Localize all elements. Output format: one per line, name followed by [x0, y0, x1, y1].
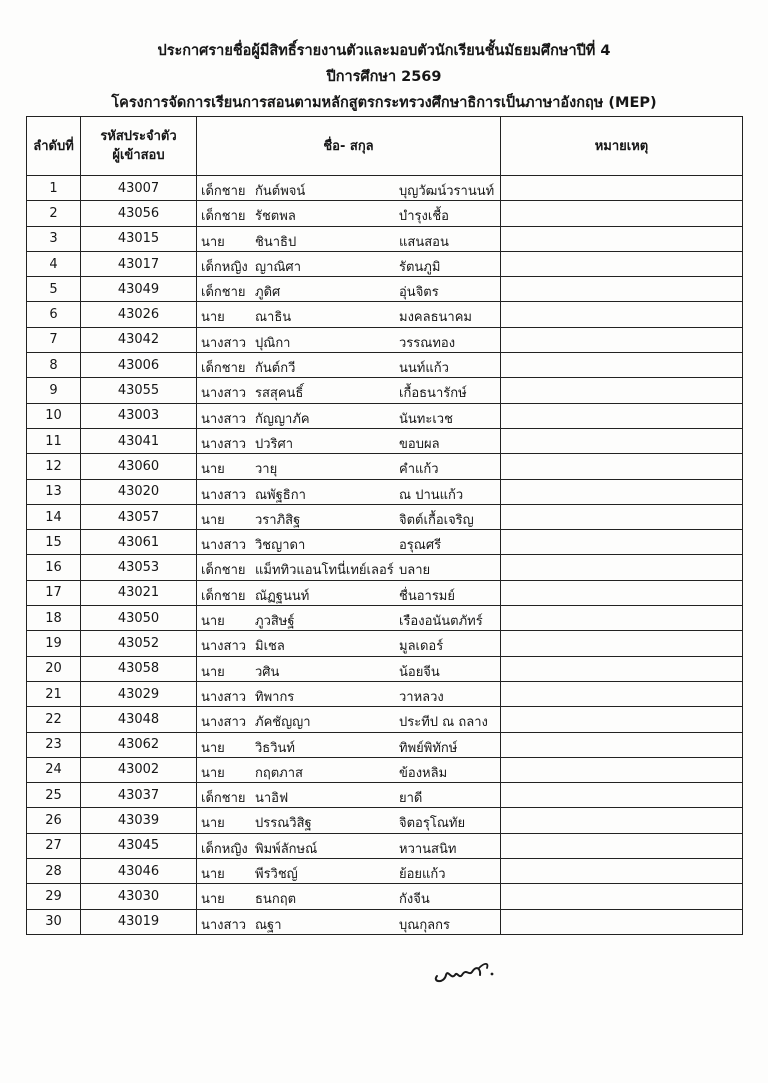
- applicant-code: 43055: [81, 378, 197, 403]
- remark-cell: [501, 555, 743, 580]
- last-name: บลาย: [399, 563, 431, 579]
- name-prefix: นาย: [201, 867, 225, 883]
- first-name: พีรวิชญ์: [255, 867, 298, 883]
- remark-cell: [501, 428, 743, 453]
- row-number: 16: [27, 555, 81, 580]
- last-name: บุณกุลกร: [399, 917, 451, 933]
- row-number: 14: [27, 504, 81, 529]
- table-row: [27, 201, 743, 226]
- table-row: [27, 859, 743, 884]
- last-name: หวานสนิท: [399, 841, 457, 857]
- student-name-cell: [197, 454, 501, 479]
- name-prefix: เด็กชาย: [201, 361, 246, 377]
- name-prefix: นาย: [201, 664, 225, 680]
- last-name: เกื้อธนารักษ์: [399, 386, 467, 402]
- table-row: [27, 808, 743, 833]
- last-name: นันทะเวช: [399, 411, 453, 427]
- col-header-no: ลำดับที่: [27, 117, 81, 176]
- row-number: 21: [27, 681, 81, 706]
- last-name: จิตต์เกื้อเจริญ: [399, 512, 474, 528]
- col-header-remark: หมายเหตุ: [501, 117, 743, 176]
- last-name: ขอบผล: [399, 436, 440, 452]
- student-name-cell: [197, 909, 501, 934]
- last-name: นนท์แก้ว: [399, 361, 449, 377]
- applicant-code: 43020: [81, 479, 197, 504]
- last-name: ทิพย์พิทักษ์: [399, 740, 458, 756]
- last-name: ประทีป ณ ถลาง: [399, 715, 488, 731]
- applicant-code: 43039: [81, 808, 197, 833]
- first-name: พิมพ์ลักษณ์: [255, 841, 318, 857]
- table-row: [27, 479, 743, 504]
- row-number: 7: [27, 327, 81, 352]
- student-name-cell: [197, 302, 501, 327]
- name-prefix: นางสาว: [201, 386, 247, 402]
- last-name: ข้องหลิม: [399, 765, 448, 781]
- first-name: ธนกฤต: [255, 892, 297, 908]
- name-prefix: นางสาว: [201, 715, 247, 731]
- student-name-cell: [197, 403, 501, 428]
- student-name-cell: [197, 353, 501, 378]
- student-name-cell: [197, 251, 501, 276]
- table-row: [27, 757, 743, 782]
- applicant-code: 43045: [81, 833, 197, 858]
- row-number: 24: [27, 757, 81, 782]
- table-header-row: [27, 117, 743, 176]
- name-prefix: นางสาว: [201, 487, 247, 503]
- applicant-code: 43060: [81, 454, 197, 479]
- applicant-code: 43030: [81, 884, 197, 909]
- table-row: [27, 884, 743, 909]
- student-name-cell: [197, 808, 501, 833]
- student-name-cell: [197, 833, 501, 858]
- last-name: รัตนภูมิ: [399, 259, 441, 275]
- applicant-code: 43017: [81, 251, 197, 276]
- remark-cell: [501, 656, 743, 681]
- row-number: 23: [27, 732, 81, 757]
- applicant-code: 43048: [81, 707, 197, 732]
- first-name: กันต์กวี: [255, 361, 296, 377]
- last-name: มงคลธนาคม: [399, 310, 472, 326]
- last-name: กังจีน: [399, 892, 430, 908]
- student-name-cell: [197, 783, 501, 808]
- first-name: นาอิฟ: [255, 791, 289, 807]
- first-name: วศิน: [255, 664, 280, 680]
- first-name: วิธวินท์: [255, 740, 295, 756]
- applicant-code: 43029: [81, 681, 197, 706]
- row-number: 8: [27, 353, 81, 378]
- student-name-cell: [197, 732, 501, 757]
- student-name-cell: [197, 479, 501, 504]
- student-list-table: [26, 116, 743, 935]
- last-name: น้อยจีน: [399, 664, 440, 680]
- student-name-cell: [197, 681, 501, 706]
- first-name: ภูวสิษฐ์: [255, 614, 295, 630]
- applicant-code: 43053: [81, 555, 197, 580]
- name-prefix: นาย: [201, 512, 225, 528]
- applicant-code: 43050: [81, 606, 197, 631]
- first-name: ปวริศา: [255, 436, 294, 452]
- name-prefix: นางสาว: [201, 538, 247, 554]
- row-number: 29: [27, 884, 81, 909]
- last-name: บำรุงเชื้อ: [399, 209, 449, 225]
- remark-cell: [501, 251, 743, 276]
- row-number: 4: [27, 251, 81, 276]
- student-name-cell: [197, 580, 501, 605]
- last-name: คำแก้ว: [399, 462, 439, 478]
- table-row: [27, 378, 743, 403]
- remark-cell: [501, 454, 743, 479]
- first-name: วราภิสิฐ: [255, 512, 301, 528]
- name-prefix: นาย: [201, 740, 225, 756]
- col-header-code-line1: รหัสประจำตัว: [100, 129, 177, 144]
- row-number: 17: [27, 580, 81, 605]
- remark-cell: [501, 277, 743, 302]
- remark-cell: [501, 353, 743, 378]
- student-name-cell: [197, 277, 501, 302]
- applicant-code: 43041: [81, 428, 197, 453]
- student-name-cell: [197, 631, 501, 656]
- applicant-code: 43037: [81, 783, 197, 808]
- remark-cell: [501, 302, 743, 327]
- first-name: ญาณิศา: [255, 259, 301, 275]
- first-name: ทิพากร: [255, 689, 295, 705]
- name-prefix: นาย: [201, 614, 225, 630]
- col-header-code: [81, 117, 197, 176]
- last-name: ณ ปานแก้ว: [399, 487, 464, 503]
- student-name-cell: [197, 757, 501, 782]
- student-name-cell: [197, 378, 501, 403]
- table-row: [27, 656, 743, 681]
- remark-cell: [501, 580, 743, 605]
- name-prefix: เด็กชาย: [201, 184, 246, 199]
- first-name: กัญญาภัค: [255, 411, 310, 427]
- last-name: ย้อยแก้ว: [399, 867, 446, 883]
- remark-cell: [501, 606, 743, 631]
- applicant-code: 43002: [81, 757, 197, 782]
- table-row: [27, 353, 743, 378]
- name-prefix: นาย: [201, 892, 225, 908]
- name-prefix: นาย: [201, 462, 225, 478]
- student-name-cell: [197, 327, 501, 352]
- table-row: [27, 277, 743, 302]
- row-number: 11: [27, 428, 81, 453]
- applicant-code: 43015: [81, 226, 197, 251]
- remark-cell: [501, 859, 743, 884]
- first-name: ภัคชัญญา: [255, 715, 311, 731]
- first-name: ณฐา: [255, 917, 282, 933]
- row-number: 3: [27, 226, 81, 251]
- student-name-cell: [197, 201, 501, 226]
- name-prefix: นางสาว: [201, 436, 247, 452]
- table-row: [27, 681, 743, 706]
- col-header-code-line2: ผู้เข้าสอบ: [112, 148, 165, 163]
- applicant-code: 43049: [81, 277, 197, 302]
- student-name-cell: [197, 530, 501, 555]
- last-name: วาหลวง: [399, 689, 444, 705]
- row-number: 22: [27, 707, 81, 732]
- student-name-cell: [197, 176, 501, 201]
- first-name: ณาธิน: [255, 310, 292, 326]
- first-name: รสสุคนธิ์: [255, 386, 304, 402]
- applicant-code: 43003: [81, 403, 197, 428]
- last-name: เรืองอนันตภัทร์: [399, 614, 483, 630]
- applicant-code: 43007: [81, 176, 197, 201]
- table-row: [27, 783, 743, 808]
- table-row: [27, 302, 743, 327]
- last-name: วรรณทอง: [399, 335, 456, 351]
- last-name: ชื่นอารมย์: [399, 588, 455, 604]
- row-number: 20: [27, 656, 81, 681]
- remark-cell: [501, 808, 743, 833]
- first-name: กฤตภาส: [255, 765, 303, 781]
- remark-cell: [501, 479, 743, 504]
- first-name: ณพัฐธิกา: [255, 487, 306, 503]
- first-name: ภูดิศ: [255, 285, 281, 301]
- table-row: [27, 631, 743, 656]
- applicant-code: 43061: [81, 530, 197, 555]
- row-number: 28: [27, 859, 81, 884]
- remark-cell: [501, 403, 743, 428]
- table-row: [27, 606, 743, 631]
- remark-cell: [501, 681, 743, 706]
- applicant-code: 43019: [81, 909, 197, 934]
- name-prefix: นาย: [201, 310, 225, 326]
- name-prefix: เด็กชาย: [201, 588, 246, 604]
- name-prefix: นาย: [201, 765, 225, 781]
- table-row: [27, 707, 743, 732]
- table-row: [27, 176, 743, 201]
- last-name: มูลเดอร์: [399, 639, 444, 655]
- row-number: 19: [27, 631, 81, 656]
- remark-cell: [501, 201, 743, 226]
- first-name: รัชตพล: [255, 209, 296, 225]
- applicant-code: 43046: [81, 859, 197, 884]
- row-number: 27: [27, 833, 81, 858]
- table-row: [27, 428, 743, 453]
- student-name-cell: [197, 707, 501, 732]
- remark-cell: [501, 226, 743, 251]
- row-number: 15: [27, 530, 81, 555]
- table-row: [27, 251, 743, 276]
- remark-cell: [501, 378, 743, 403]
- student-name-cell: [197, 606, 501, 631]
- name-prefix: เด็กชาย: [201, 209, 246, 225]
- table-row: [27, 403, 743, 428]
- student-name-cell: [197, 428, 501, 453]
- row-number: 18: [27, 606, 81, 631]
- last-name: ยาดี: [399, 791, 423, 807]
- applicant-code: 43026: [81, 302, 197, 327]
- last-name: อุ่นจิตร: [399, 285, 439, 301]
- applicant-code: 43021: [81, 580, 197, 605]
- row-number: 25: [27, 783, 81, 808]
- last-name: จิตอรุโณทัย: [399, 816, 466, 832]
- first-name: ปรรณวิสิฐ: [255, 816, 312, 832]
- row-number: 30: [27, 909, 81, 934]
- remark-cell: [501, 732, 743, 757]
- applicant-code: 43042: [81, 327, 197, 352]
- table-row: [27, 909, 743, 934]
- name-prefix: นางสาว: [201, 917, 247, 933]
- first-name: วายุ: [255, 462, 278, 478]
- student-name-cell: [197, 226, 501, 251]
- row-number: 5: [27, 277, 81, 302]
- remark-cell: [501, 530, 743, 555]
- academic-year: ปีการศึกษา 2569: [326, 69, 442, 85]
- applicant-code: 43006: [81, 353, 197, 378]
- remark-cell: [501, 909, 743, 934]
- row-number: 1: [27, 176, 81, 201]
- first-name: มิเชล: [255, 639, 285, 655]
- name-prefix: นางสาว: [201, 335, 247, 351]
- announcement-title: ประกาศรายชื่อผู้มีสิทธิ์รายงานตัวและมอบตัวนักเรียนชั้นมัธยมศึกษาปีที่ 4: [157, 43, 611, 59]
- name-prefix: นางสาว: [201, 639, 247, 655]
- applicant-code: 43052: [81, 631, 197, 656]
- last-name: อรุณศรี: [399, 538, 442, 554]
- name-prefix: นางสาว: [201, 689, 247, 705]
- student-name-cell: [197, 555, 501, 580]
- row-number: 9: [27, 378, 81, 403]
- row-number: 13: [27, 479, 81, 504]
- row-number: 10: [27, 403, 81, 428]
- table-row: [27, 833, 743, 858]
- table-row: [27, 504, 743, 529]
- applicant-code: 43062: [81, 732, 197, 757]
- student-name-cell: [197, 504, 501, 529]
- row-number: 12: [27, 454, 81, 479]
- row-number: 2: [27, 201, 81, 226]
- program-name: โครงการจัดการเรียนการสอนตามหลักสูตรกระทรวงศึกษาธิการเป็นภาษาอังกฤษ (MEP): [111, 95, 657, 111]
- remark-cell: [501, 833, 743, 858]
- name-prefix: นาย: [201, 816, 225, 832]
- remark-cell: [501, 707, 743, 732]
- applicant-code: 43057: [81, 504, 197, 529]
- table-row: [27, 732, 743, 757]
- table-row: [27, 530, 743, 555]
- table-row: [27, 555, 743, 580]
- name-prefix: เด็กหญิง: [201, 841, 248, 857]
- table-row: [27, 226, 743, 251]
- name-prefix: เด็กชาย: [201, 563, 246, 579]
- applicant-code: 43056: [81, 201, 197, 226]
- first-name: แม็ททิวแอนโทนี่เทย์เลอร์: [255, 563, 394, 579]
- name-prefix: เด็กชาย: [201, 285, 246, 301]
- name-prefix: เด็กชาย: [201, 791, 246, 807]
- col-header-name: ชื่อ- สกุล: [197, 117, 501, 176]
- first-name: วิชญาดา: [255, 538, 306, 554]
- last-name: บุญวัฒน์วรานนท์: [399, 184, 495, 199]
- table-row: [27, 454, 743, 479]
- applicant-code: 43058: [81, 656, 197, 681]
- row-number: 26: [27, 808, 81, 833]
- remark-cell: [501, 327, 743, 352]
- remark-cell: [501, 884, 743, 909]
- table-row: [27, 327, 743, 352]
- first-name: ชินาธิป: [255, 234, 297, 250]
- first-name: กันต์พจน์: [255, 184, 306, 199]
- name-prefix: เด็กหญิง: [201, 259, 248, 275]
- remark-cell: [501, 631, 743, 656]
- document-header: [0, 38, 768, 116]
- first-name: ณัฏฐนนท์: [255, 588, 310, 604]
- student-name-cell: [197, 859, 501, 884]
- remark-cell: [501, 783, 743, 808]
- name-prefix: นาย: [201, 234, 225, 250]
- last-name: แสนสอน: [399, 234, 449, 250]
- remark-cell: [501, 757, 743, 782]
- student-name-cell: [197, 656, 501, 681]
- name-prefix: นางสาว: [201, 411, 247, 427]
- student-name-cell: [197, 884, 501, 909]
- signature-mark: [430, 950, 500, 988]
- table-row: [27, 580, 743, 605]
- remark-cell: [501, 176, 743, 201]
- first-name: ปุณิกา: [255, 335, 291, 351]
- row-number: 6: [27, 302, 81, 327]
- remark-cell: [501, 504, 743, 529]
